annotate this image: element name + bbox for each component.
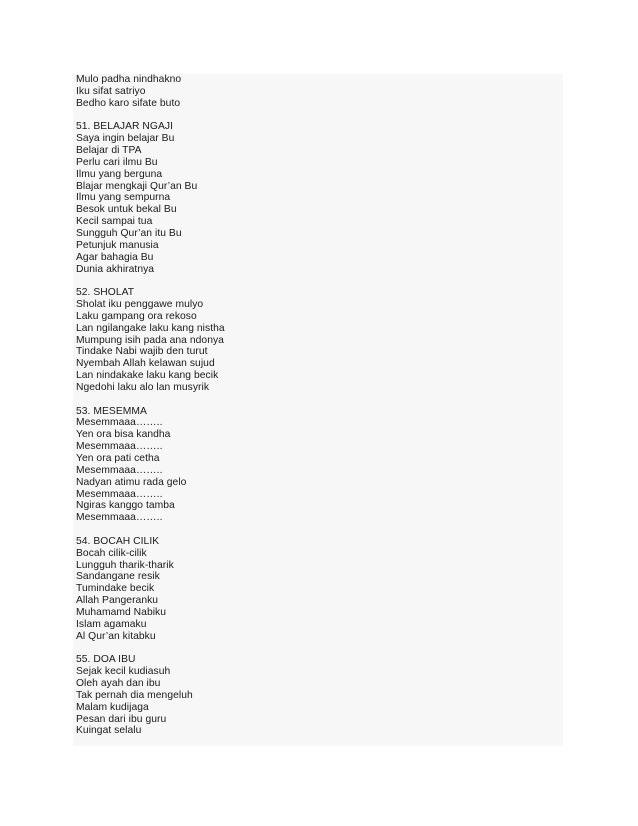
paragraph-gap (76, 394, 563, 406)
text-line: Oleh ayah dan ibu (76, 678, 161, 690)
section-sholat (76, 287, 563, 394)
document-content (73, 74, 563, 746)
section-bocah-cilik (76, 536, 563, 643)
text-line: Tindake Nabi wajib den turut (76, 346, 208, 358)
text-line: Blajar mengkaji Qur’an Bu (76, 180, 198, 192)
text-line: Laku gampang ora rekoso (76, 310, 197, 322)
text-line: Sejak kecil kudiasuh (76, 666, 171, 678)
text-line: Belajar di TPA (76, 145, 142, 157)
section-doa-ibu (76, 654, 563, 737)
text-line: Al Qur’an kitabku (76, 630, 156, 642)
section-heading: 51. BELAJAR NGAJI (76, 121, 173, 133)
text-line: Tumindake becik (76, 583, 155, 595)
text-line: Mesemmaaa…….. (76, 488, 163, 500)
section-mesemma (76, 406, 563, 524)
section-heading: 52. SHOLAT (76, 287, 135, 299)
text-line: Mesemmaaa…….. (76, 464, 163, 476)
text-line: Mumpung isih pada ana ndonya (76, 334, 224, 346)
text-line: Sungguh Qur’an itu Bu (76, 227, 182, 239)
text-line: Ilmu yang berguna (76, 168, 163, 180)
text-line: Lan nindakake laku kang becik (76, 370, 219, 382)
text-line: Lan ngilangake laku kang nistha (76, 322, 225, 334)
text-line: Kecil sampai tua (76, 216, 153, 228)
text-line: Yen ora pati cetha (76, 453, 160, 464)
text-line: Ngiras kanggo tamba (76, 500, 175, 512)
text-line: Tak pernah dia mengeluh (76, 689, 193, 701)
text-line: Bedho karo sifate buto (76, 97, 181, 109)
section-intro (76, 74, 563, 110)
text-line: Petunjuk manusia (76, 239, 159, 251)
text-line: Agar bahagia Bu (76, 251, 154, 263)
text-line: Mulo padha nindhakno (76, 74, 182, 85)
text-line: Mesemmaaa…….. (76, 417, 163, 429)
text-line: Ilmu yang sempurna (76, 192, 171, 204)
text-line: Saya ingin belajar Bu (76, 133, 175, 145)
text-line: Iku sifat satriyo (76, 85, 146, 97)
text-line: Yen ora bisa kandha (76, 429, 171, 441)
text-line: Muhamamd Nabiku (76, 606, 167, 618)
paragraph-gap (76, 110, 563, 122)
text-line: Malam kudijaga (76, 701, 149, 713)
text-line: Islam agamaku (76, 618, 147, 630)
text-line: Allah Pangeranku (76, 595, 159, 607)
text-line: Nyembah Allah kelawan sujud (76, 358, 215, 370)
section-heading: 55. DOA IBU (76, 654, 136, 666)
text-line: Pesan dari ibu guru (76, 713, 167, 725)
text-line: Sholat iku penggawe mulyo (76, 299, 204, 311)
text-line: Ngedohi laku alo lan musyrik (76, 381, 210, 393)
text-line: Mesemmaaa…….. (76, 512, 163, 524)
section-heading: 54. BOCAH CILIK (76, 535, 160, 547)
paragraph-gap (76, 643, 563, 655)
text-line: Perlu cari ilmu Bu (76, 156, 158, 168)
text-line: Sandangane resik (76, 571, 160, 583)
section-belajar-ngaji (76, 121, 563, 275)
text-line: Bocah cilik-cilik (76, 547, 147, 559)
paragraph-gap (76, 524, 563, 536)
text-line: Lungguh tharik-tharik (76, 559, 174, 571)
text-line: Besok untuk bekal Bu (76, 204, 177, 216)
text-line: Nadyan atimu rada gelo (76, 476, 187, 488)
section-heading: 53. MESEMMA (76, 405, 147, 417)
text-line: Dunia akhiratnya (76, 263, 155, 275)
paragraph-gap (76, 275, 563, 287)
text-line: Kuingat selalu (76, 725, 142, 737)
text-line: Mesemmaaa…….. (76, 441, 163, 453)
